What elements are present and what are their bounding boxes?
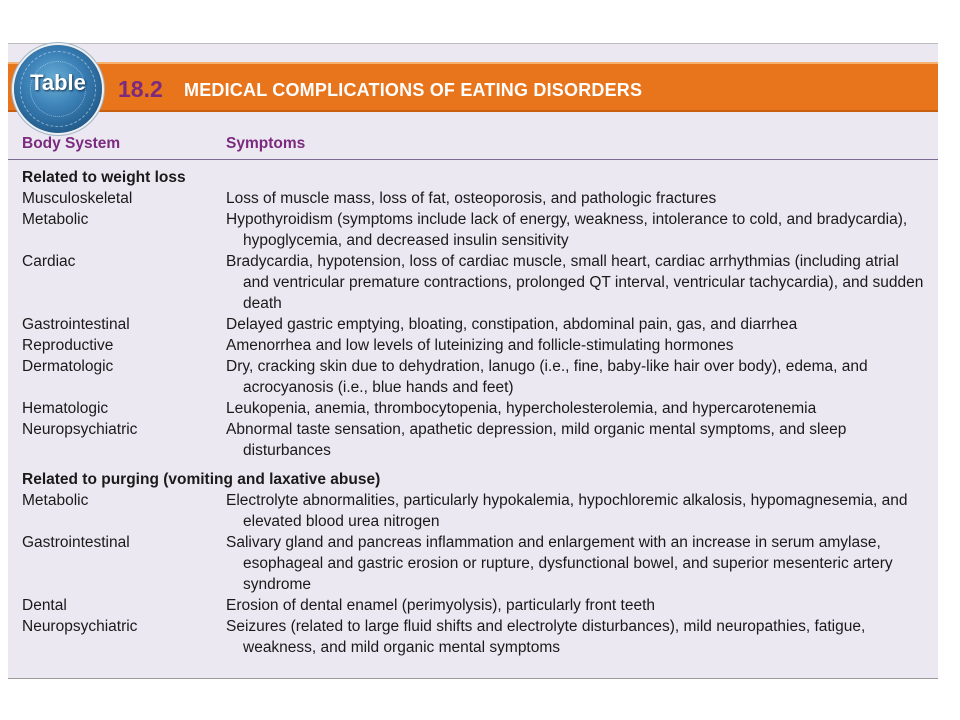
column-headers	[8, 132, 938, 160]
body-system-cell: Cardiac	[22, 253, 76, 270]
body-system-cell: Reproductive	[22, 337, 114, 354]
table-title: MEDICAL COMPLICATIONS OF EATING DISORDERS	[184, 80, 643, 100]
body-system-cell: Dermatologic	[22, 358, 114, 375]
table-row	[8, 356, 938, 398]
table-row	[8, 532, 938, 595]
body-system-cell: Metabolic	[22, 211, 89, 228]
table-badge-icon	[14, 45, 102, 133]
section-gap	[8, 461, 938, 469]
table-title-bar	[8, 62, 938, 112]
table-row	[8, 398, 938, 419]
table-row	[8, 419, 938, 461]
column-header-symptoms: Symptoms	[226, 135, 306, 152]
symptoms-cell: Amenorrhea and low levels of luteinizing and follicle-stimulating hormones	[226, 337, 734, 354]
table-row	[8, 209, 938, 251]
table-number: 18.2	[118, 76, 163, 102]
table-row	[8, 188, 938, 209]
body-system-cell: Neuropsychiatric	[22, 421, 138, 438]
symptoms-cell: Salivary gland and pancreas inflammation and enlargement with an increase in serum amylase, esophageal and gastric erosion or rupture, dysfunctional bowel, and superior mesenteric artery syndrome	[226, 534, 893, 593]
body-system-cell: Neuropsychiatric	[22, 618, 138, 635]
body-system-cell: Dental	[22, 597, 67, 614]
table-row	[8, 616, 938, 658]
symptoms-cell: Abnormal taste sensation, apathetic depression, mild organic mental symptoms, and sleep disturbances	[226, 421, 847, 459]
table-row	[8, 595, 938, 616]
symptoms-cell: Seizures (related to large fluid shifts and electrolyte disturbances), mild neuropathies, fatigue, weakness, and mild organic mental symptoms	[226, 618, 866, 656]
body-system-cell: Metabolic	[22, 492, 89, 509]
table-row	[8, 335, 938, 356]
symptoms-cell: Loss of muscle mass, loss of fat, osteoporosis, and pathologic fractures	[226, 190, 717, 207]
symptoms-cell: Erosion of dental enamel (perimyolysis), particularly front teeth	[226, 597, 656, 614]
symptoms-cell: Leukopenia, anemia, thrombocytopenia, hypercholesterolemia, and hypercarotenemia	[226, 400, 817, 417]
table-badge-label: Table	[30, 70, 86, 95]
table-row	[8, 251, 938, 314]
section-heading: Related to weight loss	[22, 169, 186, 186]
body-system-cell: Hematologic	[22, 400, 109, 417]
table-row	[8, 490, 938, 532]
body-system-cell: Gastrointestinal	[22, 316, 130, 333]
table-frame	[8, 43, 938, 679]
symptoms-cell: Electrolyte abnormalities, particularly hypokalemia, hypochloremic alkalosis, hypomagnesemia, and elevated blood urea nitrogen	[226, 492, 908, 530]
body-system-cell: Musculoskeletal	[22, 190, 133, 207]
symptoms-cell: Bradycardia, hypotension, loss of cardiac muscle, small heart, cardiac arrhythmias (including atrial and ventricular premature contractions, prolonged QT interval, ventricular tachycardia), and sudden death	[226, 253, 924, 312]
body-system-cell: Gastrointestinal	[22, 534, 130, 551]
column-header-body-system: Body System	[22, 135, 121, 152]
symptoms-cell: Delayed gastric emptying, bloating, constipation, abdominal pain, gas, and diarrhea	[226, 316, 798, 333]
table-row	[8, 314, 938, 335]
section-heading: Related to purging (vomiting and laxative abuse)	[22, 471, 381, 488]
symptoms-cell: Hypothyroidism (symptoms include lack of energy, weakness, intolerance to cold, and bradycardia), hypoglycemia, and decreased insulin sensitivity	[226, 211, 908, 249]
symptoms-cell: Dry, cracking skin due to dehydration, lanugo (i.e., fine, baby-like hair over body), edema, and acrocyanosis (i.e., blue hands and feet)	[226, 358, 868, 396]
table-body	[8, 167, 938, 658]
